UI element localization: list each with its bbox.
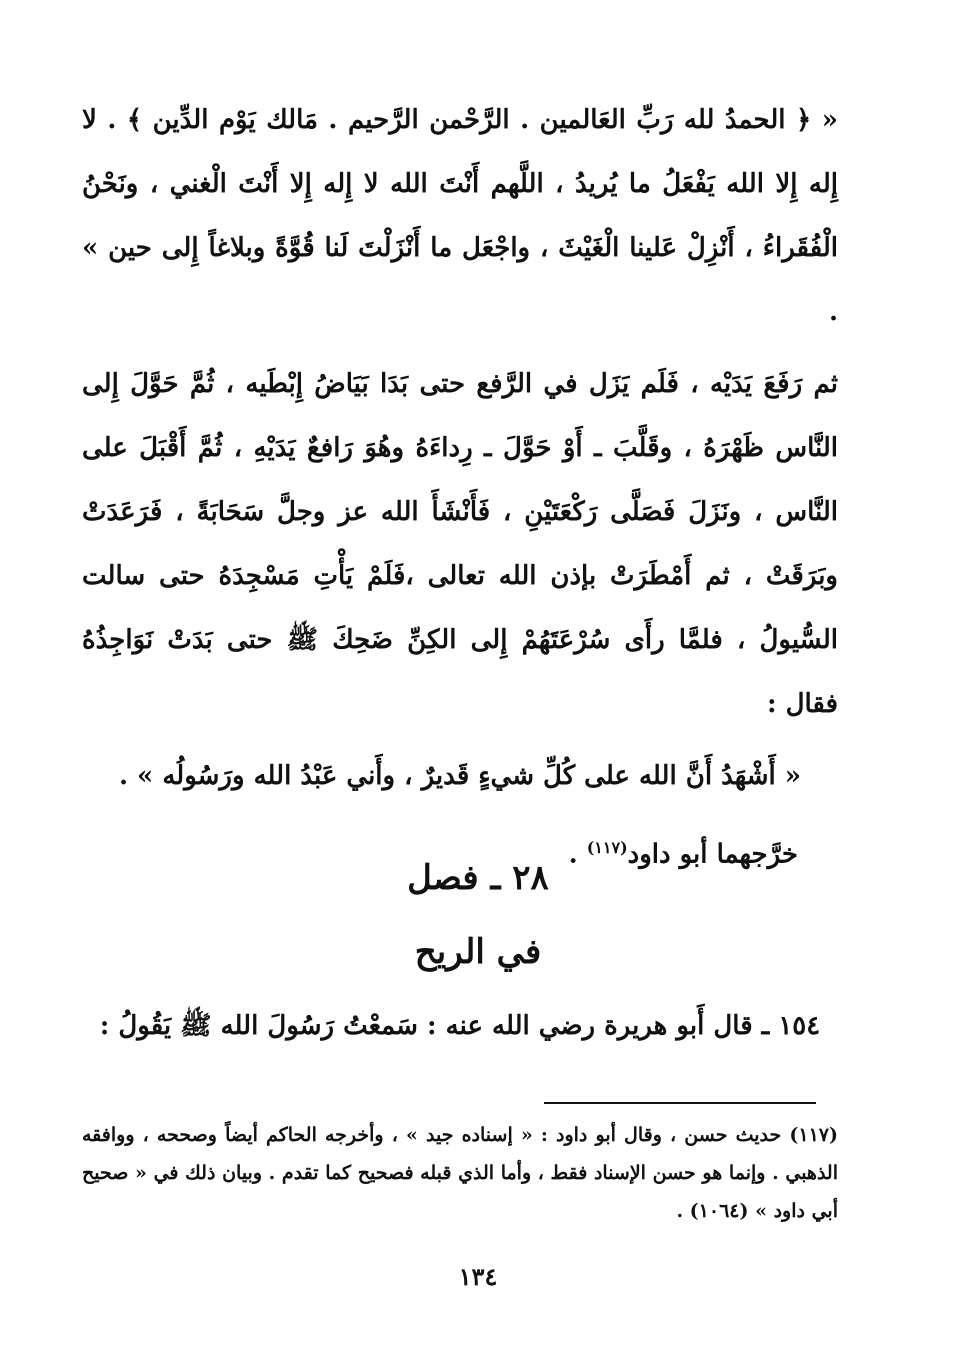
hadith-intro: ١٥٤ ـ قال أَبو هريرة رضي الله عنه : سَمعْتُ رَسُولَ الله ﷺ يَقُولُ : (99, 1011, 821, 1041)
dua-paragraph: « ﴿ الحمدُ لله رَبِّ العَالمين . الرَّحْمن الرَّحيم . مَالك يَوْم الدِّين ﴾ . لا إِله إِلا الله يَفْعَلُ ما يُريدُ ، اللَّهم أَنْتَ الله لا إِله إِلا أَنْتَ الْغني ، ونَحْنُ الْفُقَراءُ ، أَنْزِلْ عَلينا الْغَيْثَ ، واجْعَل ما أَنْزَلْتَ لَنا قُوَّةً وبلاغاً إِلى حين » . (82, 105, 838, 327)
quote-line: « أَشْهَدُ أَنَّ الله على كُلِّ شيءٍ قَديرٌ ، وأَني عَبْدُ الله ورَسُولُه » . (118, 761, 802, 791)
footnote: (١١٧) حديث حسن ، وقال أبو داود : « إسناده جيد » ، وأخرجه الحاكم أيضاً وصححه ، ووافقه الذهبي . وإنما هو حسن الإسناد فقط ، وأما الذي قبله فصحيح كما تقدم . وبيان ذلك في « صحيح أبي داود » (١٠٦٤) . (82, 1124, 838, 1222)
main-text (82, 88, 838, 887)
attribution-text: خرَّجهما أبو داود (627, 839, 798, 870)
footnote-divider (544, 1102, 816, 1104)
page-number: ١٣٤ (458, 1262, 498, 1291)
attribution-end: . (568, 839, 587, 870)
narration-paragraph: ثم رَفَعَ يَدَيْه ، فَلَم يَزَل في الرَّفع حتى بَدَا بَيَاضُ إِبْطَيه ، ثُمَّ حَوَّلَ إِلى النَّاس ظَهْرَهُ ، وقَلَّبَ ـ أَوْ حَوَّلَ ـ رِداءَهُ وهُوَ رَافعٌ يَدَيْهِ ، ثُمَّ أَقْبَلَ على النَّاس ، ونَزَلَ فَصَلَّى رَكْعَتَيْنِ ، فَأَنْشَأَ الله عز وجلَّ سَحَابَةً ، فَرَعَدَتْ وبَرَقَتْ ، ثم أَمْطَرَتْ بإذن الله تعالى ،فَلَمْ يَأْتِ مَسْجِدَهُ حتى سالت السُّيولُ ، فلمَّا رأَى سُرْعَتَهُمْ إِلى الكِنِّ ضَحِكَ ﷺ حتى بَدَتْ نَوَاجِذُهُ فقال : (82, 369, 839, 719)
footnote-reference: (١١٧) (586, 838, 628, 857)
section-subheading: في الريح (414, 932, 542, 972)
section-heading: ٢٨ ـ فصل (407, 858, 549, 898)
